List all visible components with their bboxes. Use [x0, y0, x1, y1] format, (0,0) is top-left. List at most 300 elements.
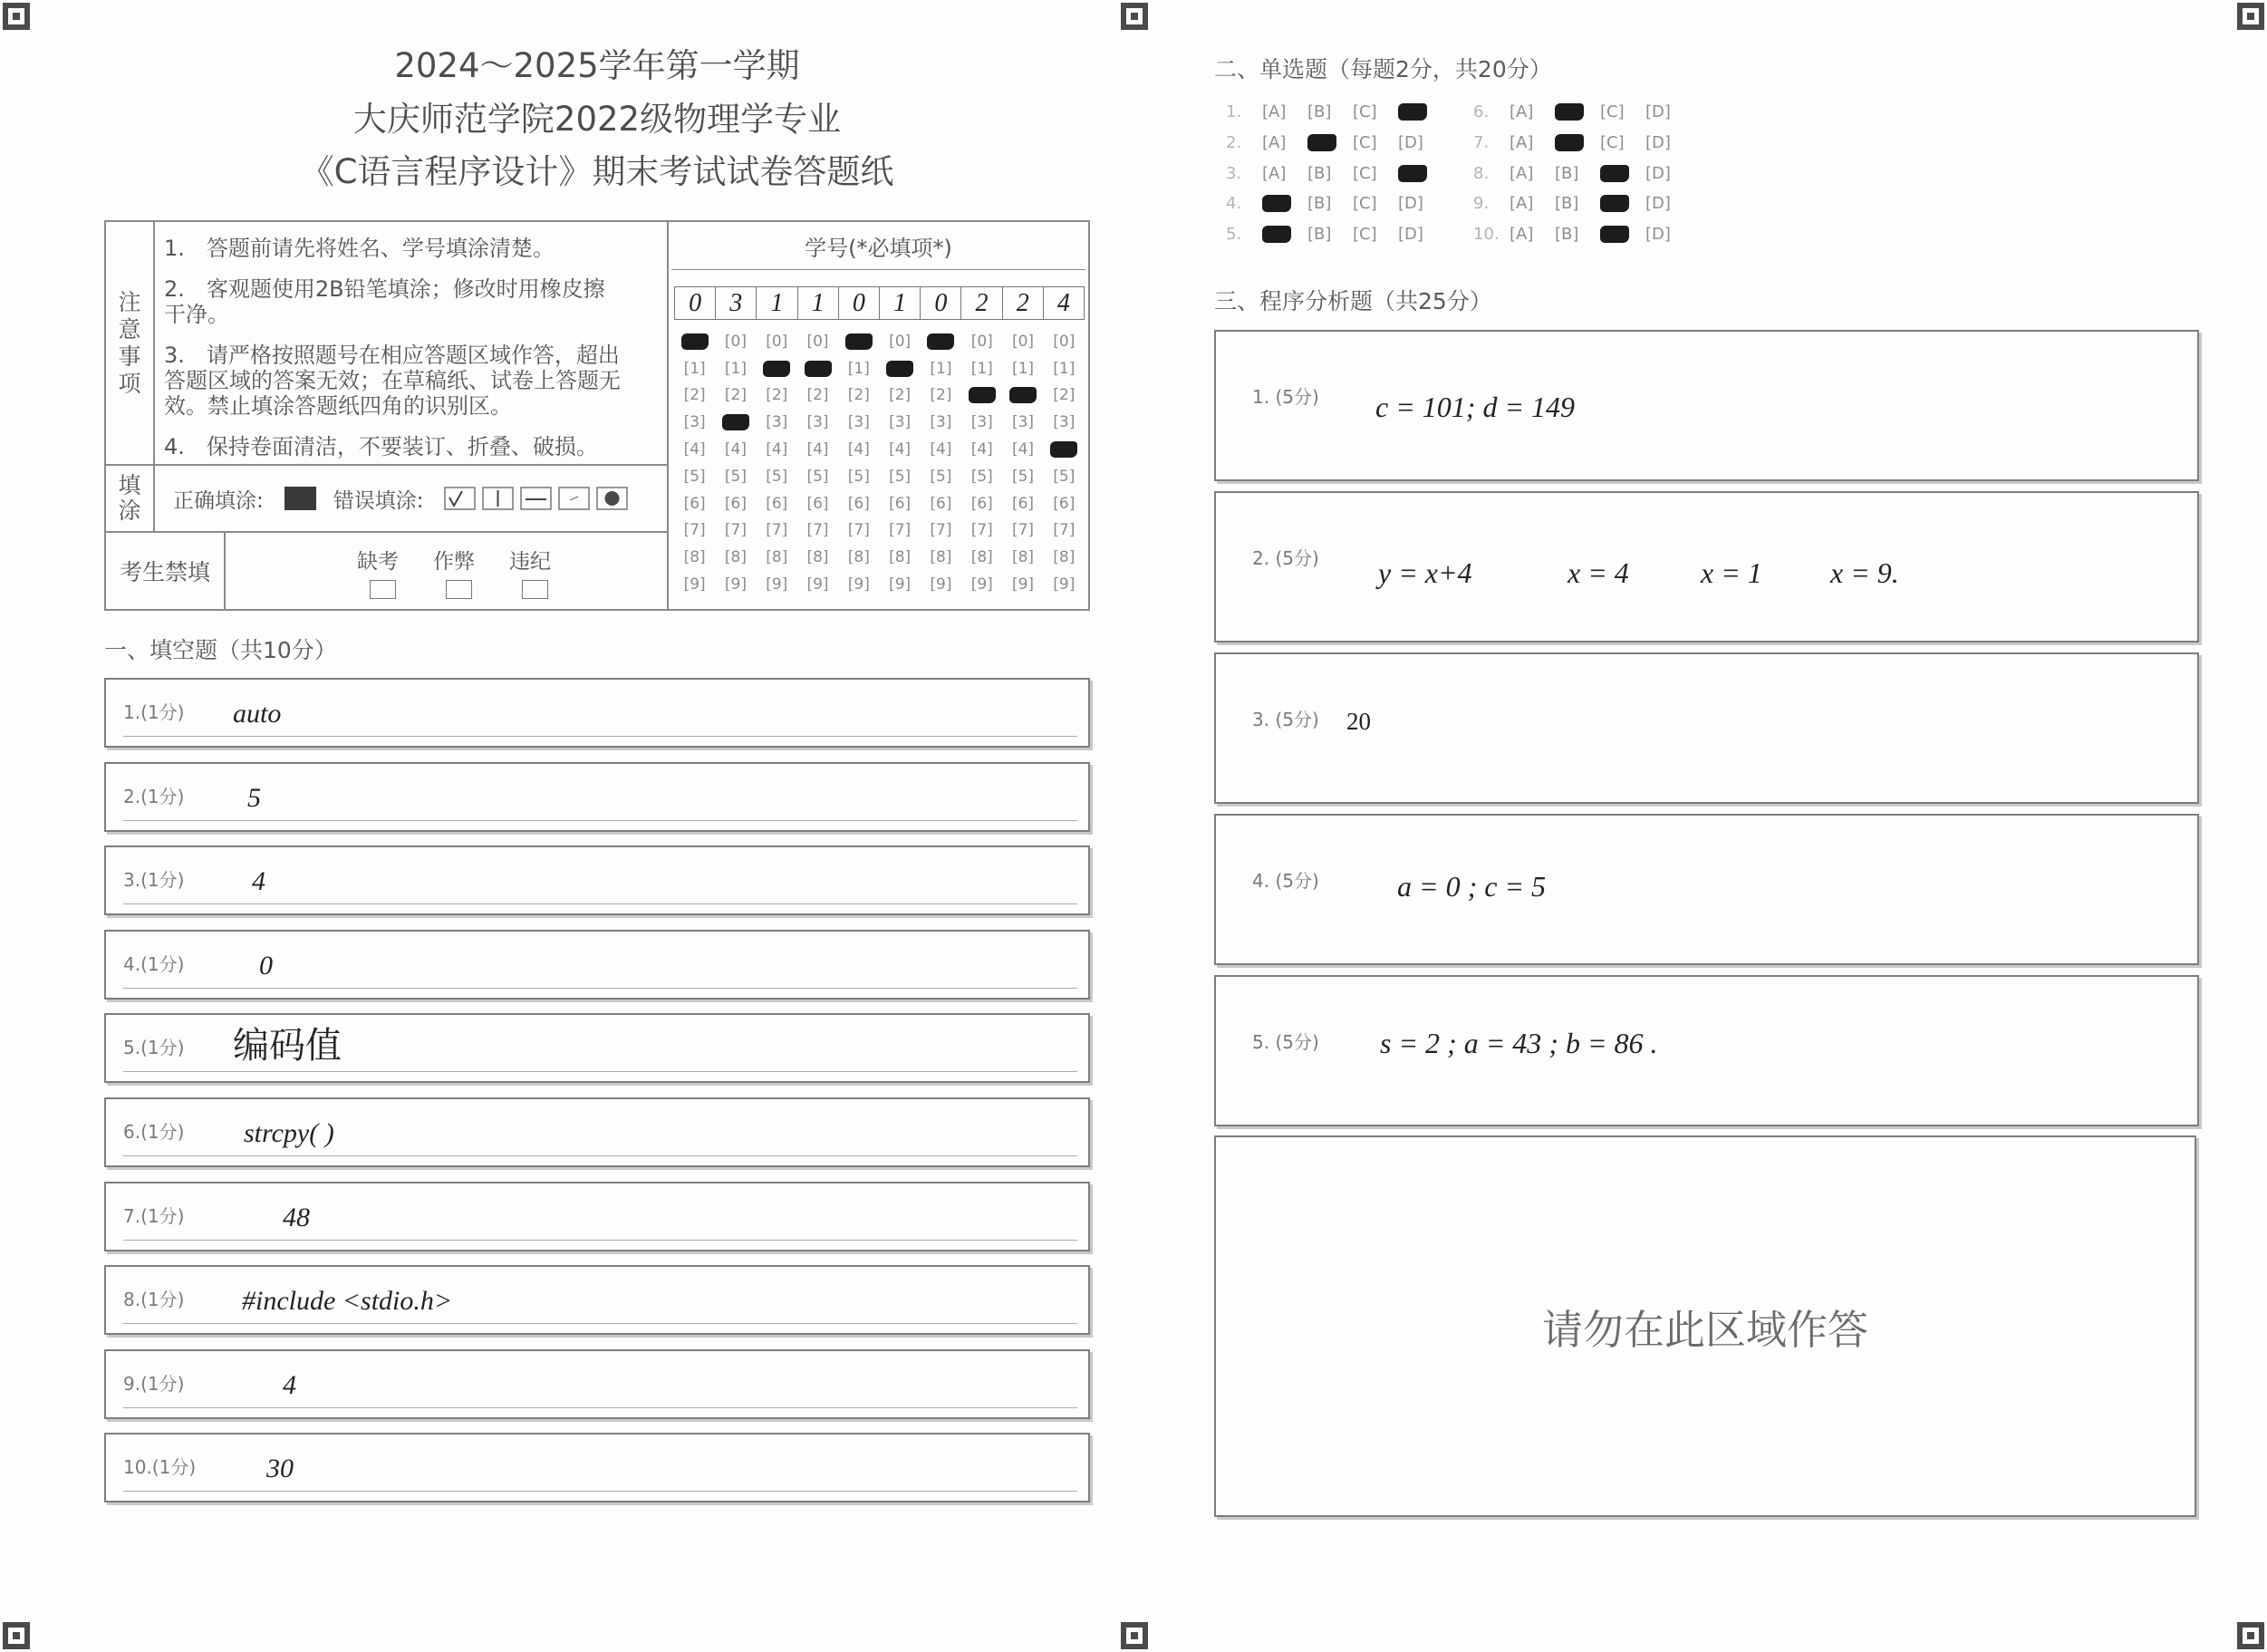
student-id-digit-box: 0: [675, 287, 716, 319]
answer-underline: [123, 1240, 1077, 1241]
answer-option: [A]: [1510, 163, 1534, 183]
student-id-bubble-cell: [879, 517, 920, 545]
question-label: 3.(1分): [123, 869, 185, 892]
answer-option: [B]: [1307, 102, 1332, 122]
answer-option: [1555, 134, 1600, 151]
answer-underline: [123, 736, 1077, 737]
student-id-bubble: [5]: [847, 467, 870, 486]
student-id-bubble: [2]: [889, 386, 912, 405]
correct-fill-mark-icon: [285, 487, 316, 510]
student-id-bubble-cell: [715, 463, 756, 490]
student-id-bubble-cell: [838, 409, 879, 436]
question-number: 4.: [1226, 194, 1242, 214]
question-label: 3. (5分): [1252, 709, 1319, 730]
student-id-bubble-cell: [715, 382, 756, 410]
handwritten-answer-part: c = 101; d = 149: [1375, 391, 1576, 423]
student-id-bubble: [4]: [889, 440, 912, 459]
student-id-bubble-cell: [838, 571, 879, 598]
student-id-bubble-cell: [879, 436, 920, 463]
note-item: 4. 保持卷面清洁，不要装订、折叠、破损。: [164, 434, 598, 459]
handwritten-answer: 48: [283, 1202, 310, 1232]
student-id-bubble: [0]: [766, 332, 788, 351]
student-id-digit-row: [674, 286, 1085, 320]
student-id-bubble-cell: [879, 355, 920, 382]
student-id-bubble: [3]: [970, 413, 993, 432]
answer-option: [B]: [1307, 225, 1332, 245]
student-id-bubble: [5]: [930, 467, 952, 486]
filled-bubble-mark: [1009, 387, 1037, 403]
fill-guide-label: 填涂: [118, 472, 141, 524]
student-id-bubble: [1]: [1053, 359, 1076, 378]
student-id-bubble: [1]: [683, 359, 706, 378]
question-label: 4. (5分): [1252, 870, 1319, 892]
wrong-fill-bar-icon: [482, 487, 514, 510]
answer-option: [C]: [1353, 133, 1377, 153]
filled-bubble-mark: [1600, 226, 1629, 243]
student-id-bubble-cell: [1002, 490, 1043, 517]
student-id-bubble: [5]: [806, 467, 829, 486]
student-id-bubble-cell: [797, 409, 838, 436]
handwritten-answer-part: a = 0 ; c = 5: [1397, 870, 1547, 903]
student-id-bubble-cell: [921, 544, 961, 571]
status-checkbox: [370, 580, 396, 599]
status-checkbox: [446, 580, 472, 599]
filled-bubble-mark: [1600, 165, 1629, 182]
info-table: [104, 220, 1090, 611]
handwritten-answer: [1397, 866, 1546, 906]
handwritten-answer: 5: [247, 782, 261, 813]
student-id-bubble: [8]: [847, 548, 870, 567]
student-id-bubble: [6]: [1053, 494, 1076, 513]
student-id-bubble: [7]: [724, 521, 747, 540]
student-id-bubble: [0]: [889, 332, 912, 351]
student-id-bubble: [1]: [724, 359, 747, 378]
student-id-digit-box: 1: [880, 287, 921, 319]
student-id-bubble-cell: [879, 409, 920, 436]
student-id-bubble: [2]: [766, 386, 788, 405]
student-id-bubble: [0]: [806, 332, 829, 351]
student-id-bubble-cell: [757, 544, 797, 571]
student-id-bubble-cell: [1002, 382, 1043, 410]
program-analysis-answer-box: [1214, 330, 2199, 481]
student-id-bubble-cell: [879, 571, 920, 598]
handwritten-answer-part: x = 4: [1568, 556, 1629, 589]
question-number: 9.: [1473, 194, 1490, 214]
student-id-bubble: [5]: [724, 467, 747, 486]
answer-option: [1398, 103, 1443, 121]
student-id-bubble-cell: [674, 517, 715, 545]
student-id-bubble-cell: [757, 355, 797, 382]
student-id-bubble-cell: [757, 571, 797, 598]
filled-bubble-mark: [722, 414, 749, 430]
student-id-bubble-cell: [797, 490, 838, 517]
single-choice-column: [1473, 97, 1691, 249]
student-id-bubble-cell: [879, 544, 920, 571]
student-id-bubble-cell: [838, 436, 879, 463]
filled-bubble-mark: [1555, 103, 1584, 121]
student-id-bubble-cell: [961, 490, 1002, 517]
notes-label: 注意事项: [118, 288, 141, 397]
answer-underline: [123, 820, 1077, 821]
answer-option: [1600, 195, 1645, 212]
fill-blank-answer-box: [104, 845, 1090, 915]
answer-option: [C]: [1600, 102, 1625, 122]
student-id-bubble-cell: [838, 517, 879, 545]
student-id-bubble-cell: [757, 328, 797, 355]
student-id-bubble: [8]: [683, 548, 706, 567]
student-id-bubble: [2]: [930, 386, 952, 405]
student-id-bubble: [8]: [970, 548, 993, 567]
question-label: 5. (5分): [1252, 1031, 1319, 1053]
student-id-bubble: [1]: [930, 359, 952, 378]
question-label: 2.(1分): [123, 785, 185, 807]
question-number: 2.: [1226, 133, 1242, 153]
student-id-bubble-cell: [715, 355, 756, 382]
fill-blank-answer-box: [104, 762, 1090, 832]
fill-blank-answer-box: [104, 1097, 1090, 1167]
student-id-bubble-cell: [1002, 436, 1043, 463]
title-school-major: 大庆师范学院2022级物理学专业: [352, 99, 842, 139]
student-id-bubble-cell: [797, 382, 838, 410]
filled-bubble-mark: [681, 333, 709, 350]
student-id-bubble-cell: [797, 328, 838, 355]
handwritten-answer: 4: [283, 1369, 296, 1400]
student-id-bubble-cell: [715, 571, 756, 598]
student-id-bubble: [9]: [724, 575, 747, 594]
status-option-label: 作弊: [433, 550, 475, 574]
student-id-bubble: [5]: [1011, 467, 1035, 486]
student-id-bubble-cell: [921, 490, 961, 517]
student-id-bubble-cell: [797, 517, 838, 545]
student-id-bubble-cell: [757, 517, 797, 545]
single-choice-question: [1473, 128, 1691, 159]
student-id-bubble-cell: [757, 382, 797, 410]
student-id-digit-box: 0: [839, 287, 880, 319]
student-id-bubble: [5]: [1053, 467, 1076, 486]
answer-option: [1600, 226, 1645, 243]
student-id-bubble: [2]: [683, 386, 706, 405]
filled-bubble-mark: [969, 387, 996, 403]
student-id-bubble-cell: [1002, 517, 1043, 545]
student-id-bubble-cell: [715, 436, 756, 463]
question-label: 9.(1分): [123, 1372, 185, 1395]
handwritten-answer: strcpy( ): [244, 1117, 334, 1148]
student-id-bubble: [2]: [847, 386, 870, 405]
student-id-bubble-cell: [838, 382, 879, 410]
question-number: 6.: [1473, 102, 1490, 122]
answer-option: [D]: [1645, 102, 1671, 122]
handwritten-answer-part: x = 1: [1701, 556, 1762, 589]
student-id-bubble-cell: [838, 355, 879, 382]
student-id-bubble-cell: [921, 355, 961, 382]
fill-blank-answer-box: [104, 1433, 1090, 1502]
student-id-bubble: [8]: [766, 548, 788, 567]
answer-option: [1555, 103, 1600, 121]
student-id-bubble: [3]: [806, 413, 829, 432]
single-choice-question: [1473, 219, 1691, 250]
student-id-bubble: [0]: [970, 332, 993, 351]
student-id-bubble-cell: [879, 382, 920, 410]
title-course: 《C语言程序设计》期末考试试卷答题纸: [300, 152, 894, 191]
student-id-bubble: [6]: [847, 494, 870, 513]
no-answer-zone: [1214, 1135, 2196, 1517]
student-id-bubble-cell: [715, 544, 756, 571]
section-fill-blank-title: 一、填空题（共10分）: [104, 637, 337, 663]
single-choice-question: [1473, 97, 1691, 128]
fill-blank-answer-box: [104, 930, 1090, 1000]
student-id-bubble: [6]: [1011, 494, 1035, 513]
answer-option: [A]: [1262, 133, 1287, 153]
corner-marker-icon: [3, 3, 30, 30]
question-label: 8.(1分): [123, 1289, 185, 1311]
filled-bubble-mark: [763, 361, 790, 377]
filled-bubble-mark: [805, 361, 832, 377]
student-id-bubble-cell: [1044, 409, 1085, 436]
answer-option: [A]: [1262, 102, 1287, 122]
single-choice-question: [1473, 158, 1691, 188]
instructions-panel: [106, 222, 669, 609]
student-id-bubble-cell: [1044, 544, 1085, 571]
student-id-bubble-cell: [961, 517, 1002, 545]
student-id-section: [669, 222, 1088, 609]
corner-marker-icon: [3, 1622, 30, 1649]
question-number: 1.: [1226, 102, 1242, 122]
student-id-bubble: [6]: [724, 494, 747, 513]
answer-option: [B]: [1307, 163, 1332, 183]
student-id-bubble: [4]: [724, 440, 747, 459]
student-id-bubble-cell: [674, 409, 715, 436]
answer-option: [A]: [1510, 194, 1534, 214]
student-id-bubble: [7]: [1053, 521, 1076, 540]
student-id-bubble: [7]: [889, 521, 912, 540]
note-item: 1. 答题前请先将姓名、学号填涂清楚。: [164, 236, 555, 261]
question-number: 7.: [1473, 133, 1490, 153]
student-id-bubble: [9]: [806, 575, 829, 594]
answer-underline: [123, 1323, 1077, 1324]
fill-blank-answer-box: [104, 1349, 1090, 1419]
student-id-bubble-cell: [797, 463, 838, 490]
student-id-bubble-cell: [1044, 463, 1085, 490]
corner-marker-icon: [1121, 1622, 1148, 1649]
student-id-bubble: [9]: [930, 575, 952, 594]
question-number: 5.: [1226, 225, 1242, 245]
answer-option: [A]: [1510, 133, 1534, 153]
student-id-bubble-cell: [1002, 409, 1043, 436]
answer-option: [C]: [1353, 163, 1377, 183]
student-id-bubble: [1]: [847, 359, 870, 378]
answer-option: [D]: [1645, 225, 1671, 245]
filled-bubble-mark: [1050, 441, 1077, 458]
student-id-bubble-cell: [879, 328, 920, 355]
corner-marker-icon: [1121, 3, 1148, 30]
corner-marker-icon: [2237, 1622, 2264, 1649]
student-id-bubble: [3]: [1053, 413, 1076, 432]
answer-option: [1307, 134, 1353, 151]
student-id-bubble-cell: [961, 382, 1002, 410]
student-id-bubble-cell: [921, 328, 961, 355]
filled-bubble-mark: [886, 361, 913, 377]
notes-row: [106, 222, 667, 466]
wrong-fill-dash-icon: [520, 487, 552, 510]
student-id-bubble-cell: [838, 490, 879, 517]
student-id-bubble: [2]: [1053, 386, 1076, 405]
filled-bubble-mark: [1555, 134, 1584, 151]
student-id-bubble: [8]: [1053, 548, 1076, 567]
student-id-bubble-cell: [1044, 382, 1085, 410]
fill-blank-answer-box: [104, 1013, 1090, 1083]
student-id-digit-box: 3: [716, 287, 757, 319]
notes-list: [155, 222, 626, 464]
question-label: 1. (5分): [1252, 386, 1319, 408]
student-id-bubble: [4]: [847, 440, 870, 459]
filled-bubble-mark: [1307, 134, 1336, 151]
student-id-bubble-cell: [838, 328, 879, 355]
answer-underline: [123, 1155, 1077, 1156]
answer-option: [1262, 195, 1307, 212]
single-choice-question: [1226, 158, 1443, 188]
single-choice-question: [1226, 219, 1443, 250]
status-option-label: 缺考: [357, 550, 399, 574]
student-id-bubble: [9]: [847, 575, 870, 594]
student-id-bubble: [6]: [889, 494, 912, 513]
student-id-bubble: [4]: [1011, 440, 1035, 459]
handwritten-answer: [1378, 553, 1899, 593]
answer-option: [1398, 165, 1443, 182]
student-id-bubble-cell: [715, 409, 756, 436]
student-id-bubble: [1]: [970, 359, 993, 378]
student-id-digit-box: 1: [757, 287, 797, 319]
student-id-bubble-cell: [921, 517, 961, 545]
answer-underline: [123, 1491, 1077, 1492]
no-answer-zone-text: 请勿在此区域作答: [1541, 1306, 1868, 1354]
student-id-bubble-cell: [921, 409, 961, 436]
student-id-bubble: [5]: [970, 467, 993, 486]
answer-option: [A]: [1262, 163, 1287, 183]
handwritten-answer: [1375, 387, 1575, 427]
status-checkbox: [522, 580, 548, 599]
student-id-bubble: [9]: [889, 575, 912, 594]
program-analysis-answer-box: [1214, 491, 2199, 642]
wrong-fill-check-icon: [444, 487, 476, 510]
answer-option: [1600, 165, 1645, 182]
student-id-bubble: [6]: [806, 494, 829, 513]
student-id-bubble-cell: [961, 355, 1002, 382]
question-label: 10.(1分): [123, 1456, 197, 1479]
answer-option: [D]: [1645, 133, 1671, 153]
fill-blank-answer-box: [104, 1265, 1090, 1335]
exam-status-options: [226, 533, 584, 609]
fill-guide-content: [155, 466, 634, 531]
corner-marker-icon: [2237, 3, 2264, 30]
student-id-bubble-cell: [715, 490, 756, 517]
fill-guide-label-cell: [106, 466, 155, 531]
program-analysis-answer-box: [1214, 814, 2199, 965]
student-id-bubble: [8]: [889, 548, 912, 567]
student-id-bubble-cell: [797, 355, 838, 382]
wrong-fill-circle-icon: [596, 487, 628, 510]
student-id-bubble: [0]: [724, 332, 747, 351]
status-option-absent: [356, 547, 400, 609]
student-id-bubble-grid: [674, 328, 1085, 598]
student-id-bubble: [8]: [1011, 548, 1035, 567]
student-id-bubble-cell: [797, 571, 838, 598]
student-id-divider: [671, 269, 1085, 270]
student-id-bubble-cell: [921, 382, 961, 410]
answer-option: [D]: [1645, 163, 1671, 183]
student-id-bubble: [7]: [683, 521, 706, 540]
student-id-bubble: [9]: [683, 575, 706, 594]
fill-blank-answer-box: [104, 1182, 1090, 1251]
answer-option: [D]: [1398, 133, 1423, 153]
correct-fill-label: 正确填涂:: [173, 488, 264, 513]
student-id-digit-box: 0: [921, 287, 961, 319]
student-id-bubble: [0]: [1011, 332, 1035, 351]
note-item: 3. 请严格按照题号在相应答题区域作答，超出答题区域的答案无效；在草稿纸、试卷上答题无效。禁止填涂答题纸四角的识别区。: [164, 343, 621, 419]
student-id-bubble-cell: [674, 382, 715, 410]
wrong-fill-label: 错误填涂:: [333, 488, 424, 513]
student-id-bubble-cell: [674, 490, 715, 517]
student-id-bubble: [9]: [1011, 575, 1035, 594]
student-id-bubble-cell: [674, 544, 715, 571]
student-id-bubble-cell: [961, 463, 1002, 490]
wrong-fill-dot-icon: [558, 487, 590, 510]
student-id-digit-box: 2: [961, 287, 1002, 319]
student-id-bubble: [7]: [766, 521, 788, 540]
student-id-bubble: [4]: [930, 440, 952, 459]
student-id-bubble-cell: [715, 328, 756, 355]
filled-bubble-mark: [1398, 165, 1427, 182]
question-label: 6.(1分): [123, 1120, 185, 1143]
student-id-bubble-cell: [674, 436, 715, 463]
answer-option: [A]: [1510, 225, 1534, 245]
student-id-bubble: [3]: [847, 413, 870, 432]
section-single-choice-title: 二、单选题（每题2分，共20分）: [1214, 56, 1552, 82]
fill-blank-answer-box: [104, 678, 1090, 748]
exam-status-label: 考生禁填: [106, 533, 226, 609]
student-id-bubble: [7]: [847, 521, 870, 540]
answer-option: [B]: [1555, 225, 1579, 245]
student-id-bubble: [7]: [806, 521, 829, 540]
student-id-bubble: [2]: [724, 386, 747, 405]
student-id-bubble: [4]: [766, 440, 788, 459]
student-id-bubble-cell: [921, 436, 961, 463]
student-id-bubble-cell: [921, 463, 961, 490]
answer-option: [A]: [1510, 102, 1534, 122]
student-id-bubble-cell: [757, 490, 797, 517]
answer-option: [C]: [1353, 225, 1377, 245]
notes-label-cell: [106, 222, 155, 464]
student-id-bubble: [8]: [930, 548, 952, 567]
student-id-bubble-cell: [838, 463, 879, 490]
student-id-bubble-cell: [879, 490, 920, 517]
student-id-title: 学号(*必填项*): [805, 236, 952, 261]
student-id-bubble-cell: [674, 328, 715, 355]
question-label: 2. (5分): [1252, 547, 1319, 569]
student-id-bubble: [3]: [1011, 413, 1035, 432]
student-id-bubble: [3]: [683, 413, 706, 432]
answer-underline: [123, 903, 1077, 904]
answer-option: [D]: [1398, 194, 1423, 214]
answer-option: [C]: [1353, 194, 1377, 214]
student-id-digit-box: 1: [798, 287, 839, 319]
student-id-bubble-cell: [879, 463, 920, 490]
student-id-bubble: [9]: [1053, 575, 1076, 594]
student-id-bubble-cell: [1002, 544, 1043, 571]
section-program-analysis-title: 三、程序分析题（共25分）: [1214, 288, 1492, 314]
student-id-bubble: [2]: [806, 386, 829, 405]
student-id-bubble-cell: [961, 571, 1002, 598]
student-id-bubble: [6]: [930, 494, 952, 513]
